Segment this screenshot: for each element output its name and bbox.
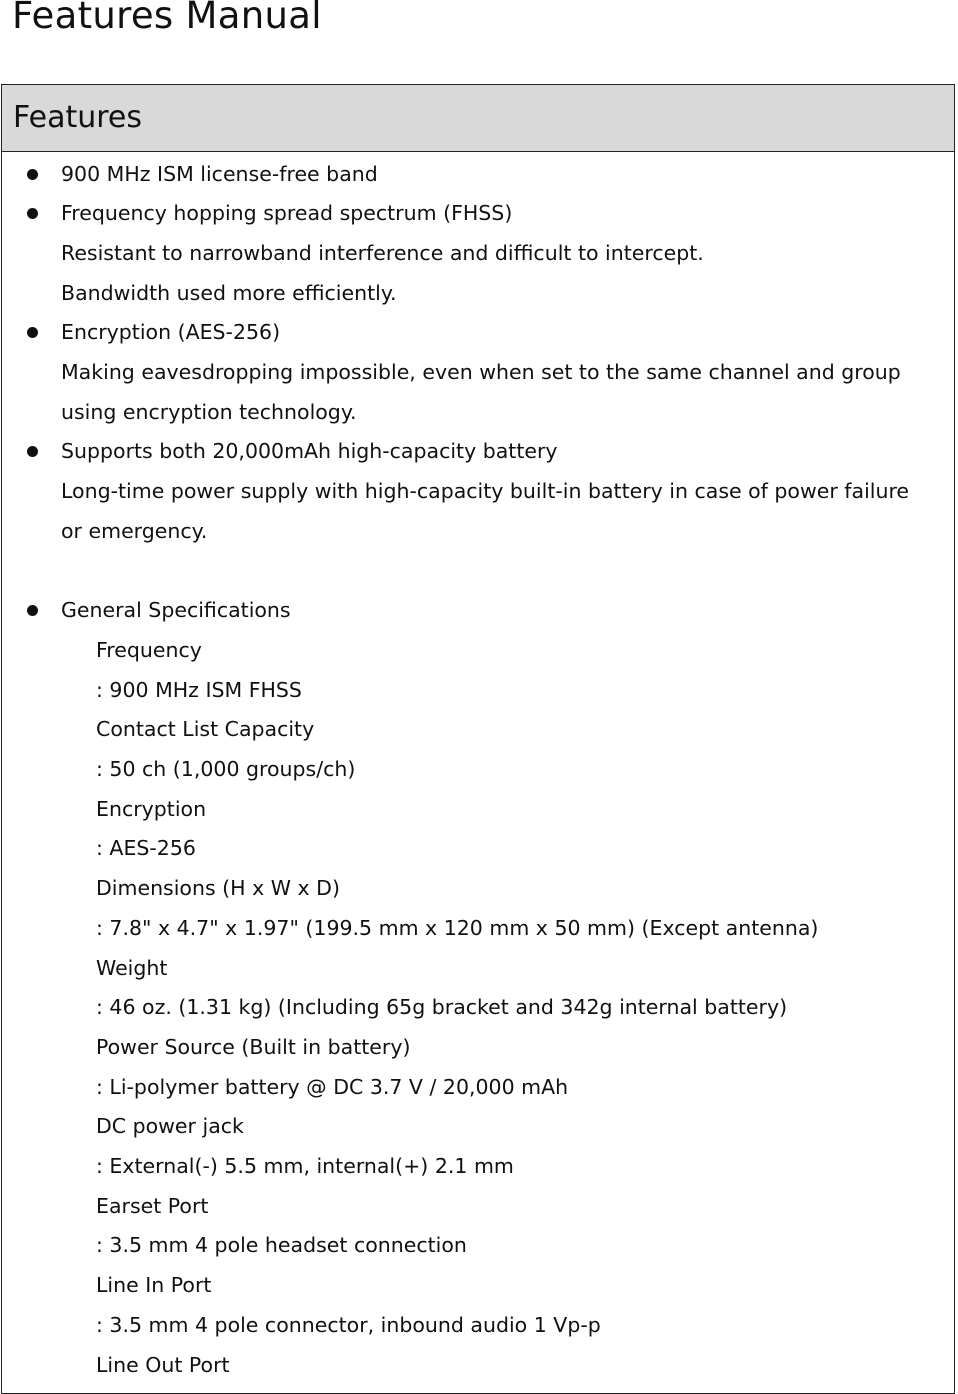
text-line	[2, 1265, 952, 1305]
line-text: Making eavesdropping impossible, even when set to the same channel and group	[61, 360, 901, 384]
line-text: : Li-polymer battery @ DC 3.7 V / 20,000 mAh	[96, 1074, 569, 1099]
line-text: Weight	[96, 955, 168, 980]
line-text: Power Source (Built in battery)	[96, 1034, 411, 1059]
features-table	[1, 84, 955, 1394]
line-text: : 46 oz. (1.31 kg) (Including 65g bracket and 342g internal battery)	[96, 995, 788, 1020]
text-line	[2, 352, 952, 392]
text-line	[2, 392, 952, 432]
text-line	[2, 1106, 952, 1146]
text-line	[2, 709, 952, 749]
text-line	[2, 987, 952, 1027]
line-text: Long-time power supply with high-capacity built-in battery in case of power failure	[61, 479, 910, 504]
text-line	[2, 828, 952, 868]
line-text: Bandwidth used more efficiently.	[61, 280, 397, 305]
line-text: Resistant to narrowband interference and difficult to intercept.	[61, 240, 704, 265]
bullet-icon	[27, 169, 38, 180]
text-line	[2, 868, 952, 908]
line-text: Encryption	[96, 796, 207, 821]
line-text: or emergency.	[61, 518, 208, 543]
bullet-item	[2, 431, 952, 471]
text-line	[2, 1027, 952, 1067]
line-text: Frequency hopping spread spectrum (FHSS)	[61, 201, 513, 226]
bullet-icon	[27, 446, 38, 457]
line-text: General Specifications	[61, 598, 291, 623]
blank-line	[2, 551, 952, 591]
text-line	[2, 630, 952, 670]
line-text: Encryption (AES-256)	[61, 320, 281, 345]
line-text: : 3.5 mm 4 pole connector, inbound audio 1 Vp-p	[96, 1312, 601, 1337]
features-header: Features	[2, 85, 954, 152]
text-line	[2, 1067, 952, 1107]
line-text: : 7.8" x 4.7" x 1.97" (199.5 mm x 120 mm x 50 mm) (Except antenna)	[96, 915, 819, 940]
text-line	[2, 471, 952, 511]
text-line	[2, 511, 952, 551]
line-text: : 900 MHz ISM FHSS	[96, 677, 302, 702]
bullet-icon	[27, 327, 38, 338]
bullet-item	[2, 193, 952, 233]
text-line	[2, 948, 952, 988]
text-line	[2, 1186, 952, 1226]
line-text: Line Out Port	[96, 1352, 230, 1377]
line-text: Dimensions (H x W x D)	[96, 876, 340, 901]
line-text: : AES-256	[96, 836, 196, 861]
text-line	[2, 908, 952, 948]
bullet-icon	[27, 208, 38, 219]
line-text: Earset Port	[96, 1193, 209, 1218]
line-text: 900 MHz ISM license-free band	[61, 161, 378, 186]
line-text: Supports both 20,000mAh high-capacity battery	[61, 439, 558, 464]
text-line	[2, 1146, 952, 1186]
text-line	[2, 789, 952, 829]
line-text: Contact List Capacity	[96, 717, 315, 742]
bullet-item	[2, 154, 952, 194]
bullet-icon	[27, 605, 38, 616]
text-line	[2, 670, 952, 710]
text-line	[2, 1305, 952, 1345]
page-title: Features Manual	[12, 0, 322, 37]
text-line	[2, 1225, 952, 1265]
line-text: : 50 ch (1,000 groups/ch)	[96, 757, 356, 781]
text-line	[2, 273, 952, 313]
line-text: : 3.5 mm 4 pole headset connection	[96, 1233, 467, 1258]
text-line	[2, 233, 952, 273]
line-text: using encryption technology.	[61, 399, 357, 424]
line-text: Frequency	[96, 637, 202, 662]
line-text: Line In Port	[96, 1273, 212, 1298]
bullet-item	[2, 312, 952, 352]
text-line	[2, 1345, 952, 1385]
line-text: DC power jack	[96, 1114, 244, 1139]
text-line	[2, 749, 952, 789]
bullet-item	[2, 590, 952, 630]
line-text: : External(-) 5.5 mm, internal(+) 2.1 mm	[96, 1154, 514, 1178]
